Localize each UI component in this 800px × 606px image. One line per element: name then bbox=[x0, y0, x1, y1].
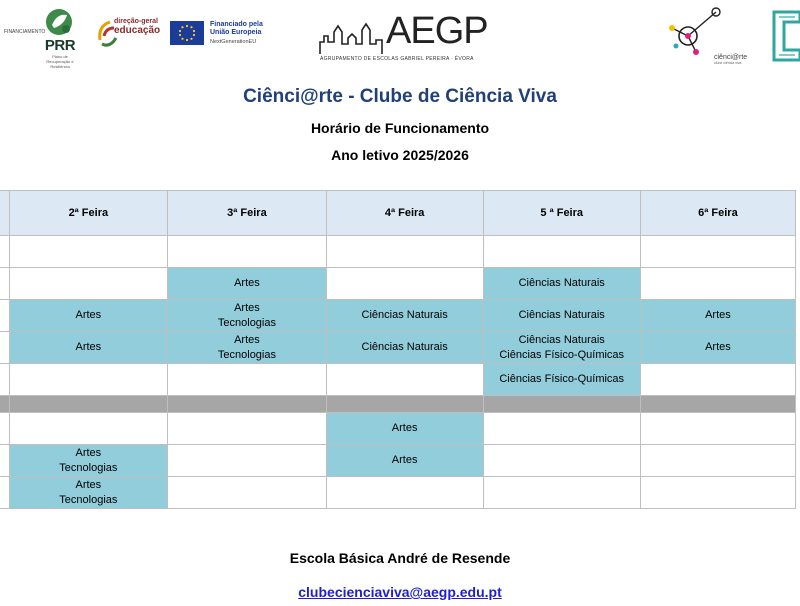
activity-label: Artes bbox=[391, 422, 418, 434]
activity-label: Ciências Naturais bbox=[518, 309, 605, 321]
aegp-name: AEGP bbox=[386, 10, 488, 52]
activity-label: Ciências Físico-Químicas bbox=[499, 348, 625, 361]
activity-cell bbox=[483, 268, 640, 300]
activity-label: Artes bbox=[234, 301, 260, 314]
empty-cell bbox=[640, 268, 795, 300]
aegp-logo bbox=[318, 8, 504, 64]
prr-subtitle: Plano de Recuperação e Resiliência bbox=[46, 54, 74, 69]
empty-cell bbox=[168, 236, 327, 268]
activity-label: Ciências Naturais bbox=[518, 333, 605, 346]
eu-line2: União Europeia bbox=[210, 29, 262, 36]
day-column-header: 3ª Feira bbox=[168, 191, 327, 236]
empty-cell bbox=[0, 236, 9, 268]
empty-cell bbox=[9, 364, 168, 396]
empty-cell bbox=[9, 268, 168, 300]
activity-label: Tecnologias bbox=[217, 348, 276, 361]
activity-label: Ciências Naturais bbox=[361, 341, 448, 353]
empty-cell bbox=[0, 300, 9, 332]
table-row bbox=[0, 364, 796, 396]
schedule-body bbox=[0, 236, 796, 509]
activity-cell bbox=[9, 300, 168, 332]
activity-label: Ciências Naturais bbox=[518, 277, 605, 289]
activity-cell bbox=[326, 445, 483, 477]
empty-cell bbox=[483, 236, 640, 268]
time-column-header bbox=[0, 191, 9, 236]
prr-logo bbox=[40, 5, 80, 69]
empty-cell bbox=[640, 396, 795, 413]
schedule-subtitle: Horário de Funcionamento bbox=[310, 120, 490, 136]
activity-label: Tecnologias bbox=[59, 493, 118, 506]
financing-tag: FINANCIAMENTO bbox=[4, 29, 46, 35]
table-row bbox=[0, 268, 796, 300]
contact-email-link[interactable]: clubecienciaviva@aegp.edu.pt bbox=[298, 584, 502, 600]
prr-name: PRR bbox=[44, 37, 76, 54]
empty-cell bbox=[483, 396, 640, 413]
empty-cell bbox=[483, 477, 640, 509]
activity-cell bbox=[326, 413, 483, 445]
eu-logo bbox=[170, 21, 270, 47]
eu-text bbox=[210, 21, 263, 37]
activity-label: Ciências Físico-Químicas bbox=[499, 373, 625, 385]
logo-strip bbox=[0, 0, 800, 75]
prr-leaf-icon bbox=[44, 7, 74, 37]
activity-cell bbox=[326, 300, 483, 332]
day-column-header: 6ª Feira bbox=[640, 191, 795, 236]
club-logo-name: ciênci@rte bbox=[714, 54, 748, 61]
empty-cell bbox=[0, 332, 9, 364]
activity-label: Artes bbox=[705, 309, 731, 321]
table-row bbox=[0, 477, 796, 509]
empty-cell bbox=[168, 413, 327, 445]
empty-cell bbox=[326, 477, 483, 509]
table-row bbox=[0, 445, 796, 477]
dge-logo bbox=[96, 14, 161, 58]
table-row bbox=[0, 300, 796, 332]
empty-cell bbox=[0, 413, 9, 445]
eu-flag-icon bbox=[170, 21, 204, 45]
empty-cell bbox=[0, 477, 9, 509]
empty-cell bbox=[483, 413, 640, 445]
day-column-header: 2ª Feira bbox=[9, 191, 168, 236]
empty-cell bbox=[168, 445, 327, 477]
activity-label: Artes bbox=[705, 341, 731, 353]
empty-cell bbox=[9, 396, 168, 413]
break-row bbox=[0, 396, 796, 413]
activity-label: Artes bbox=[234, 277, 260, 289]
activity-cell bbox=[168, 268, 327, 300]
activity-cell bbox=[640, 300, 795, 332]
eu-line3: NextGenerationEU bbox=[210, 39, 257, 45]
empty-cell bbox=[640, 477, 795, 509]
molecule-icon bbox=[666, 6, 726, 56]
activity-cell bbox=[483, 300, 640, 332]
empty-cell bbox=[0, 445, 9, 477]
empty-cell bbox=[0, 364, 9, 396]
empty-cell bbox=[0, 396, 9, 413]
day-column-header: 4ª Feira bbox=[326, 191, 483, 236]
table-row bbox=[0, 332, 796, 364]
aegp-subtitle: AGRUPAMENTO DE ESCOLAS GABRIEL PEREIRA · ÉVORA bbox=[320, 56, 474, 62]
empty-cell bbox=[326, 364, 483, 396]
empty-cell bbox=[168, 396, 327, 413]
school-year: Ano letivo 2025/2026 bbox=[331, 147, 469, 163]
activity-cell bbox=[483, 364, 640, 396]
activity-cell bbox=[483, 332, 640, 364]
activity-label: Artes bbox=[75, 341, 102, 353]
activity-label: Artes bbox=[75, 478, 102, 491]
activity-cell bbox=[9, 332, 168, 364]
club-logo-subtitle: clube ciência viva bbox=[714, 61, 742, 65]
empty-cell bbox=[168, 364, 327, 396]
empty-cell bbox=[640, 364, 795, 396]
table-row bbox=[0, 413, 796, 445]
empty-cell bbox=[640, 445, 795, 477]
empty-cell bbox=[483, 445, 640, 477]
empty-cell bbox=[0, 268, 9, 300]
activity-label: Artes bbox=[75, 446, 102, 459]
activity-label: Artes bbox=[391, 454, 418, 466]
empty-cell bbox=[640, 236, 795, 268]
empty-cell bbox=[9, 236, 168, 268]
dge-line2: educação bbox=[114, 25, 161, 36]
activity-label: Artes bbox=[234, 333, 260, 346]
schedule-header-row bbox=[0, 191, 796, 236]
activity-cell bbox=[640, 332, 795, 364]
activity-label: Ciências Naturais bbox=[361, 309, 448, 321]
school-name: Escola Básica André de Resende bbox=[289, 550, 511, 566]
activity-label: Artes bbox=[75, 309, 102, 321]
schedule-table bbox=[0, 190, 796, 509]
empty-cell bbox=[326, 268, 483, 300]
activity-cell bbox=[9, 477, 168, 509]
empty-cell bbox=[326, 236, 483, 268]
activity-cell bbox=[168, 300, 327, 332]
city-skyline-icon bbox=[318, 20, 386, 56]
empty-cell bbox=[9, 413, 168, 445]
table-row bbox=[0, 236, 796, 268]
empty-cell bbox=[326, 396, 483, 413]
activity-label: Tecnologias bbox=[59, 461, 118, 474]
eu-line1: Financiado pela bbox=[210, 21, 263, 28]
page-title: Ciênci@rte - Clube de Ciência Viva bbox=[243, 86, 557, 107]
empty-cell bbox=[640, 413, 795, 445]
activity-label: Tecnologias bbox=[217, 316, 276, 329]
day-column-header: 5 ª Feira bbox=[483, 191, 640, 236]
activity-cell bbox=[168, 332, 327, 364]
activity-cell bbox=[9, 445, 168, 477]
cienciarte-logo bbox=[666, 6, 756, 66]
dge-line1: direção-geral bbox=[114, 18, 158, 25]
cube-logo-icon bbox=[770, 8, 800, 64]
activity-cell bbox=[326, 332, 483, 364]
empty-cell bbox=[168, 477, 327, 509]
